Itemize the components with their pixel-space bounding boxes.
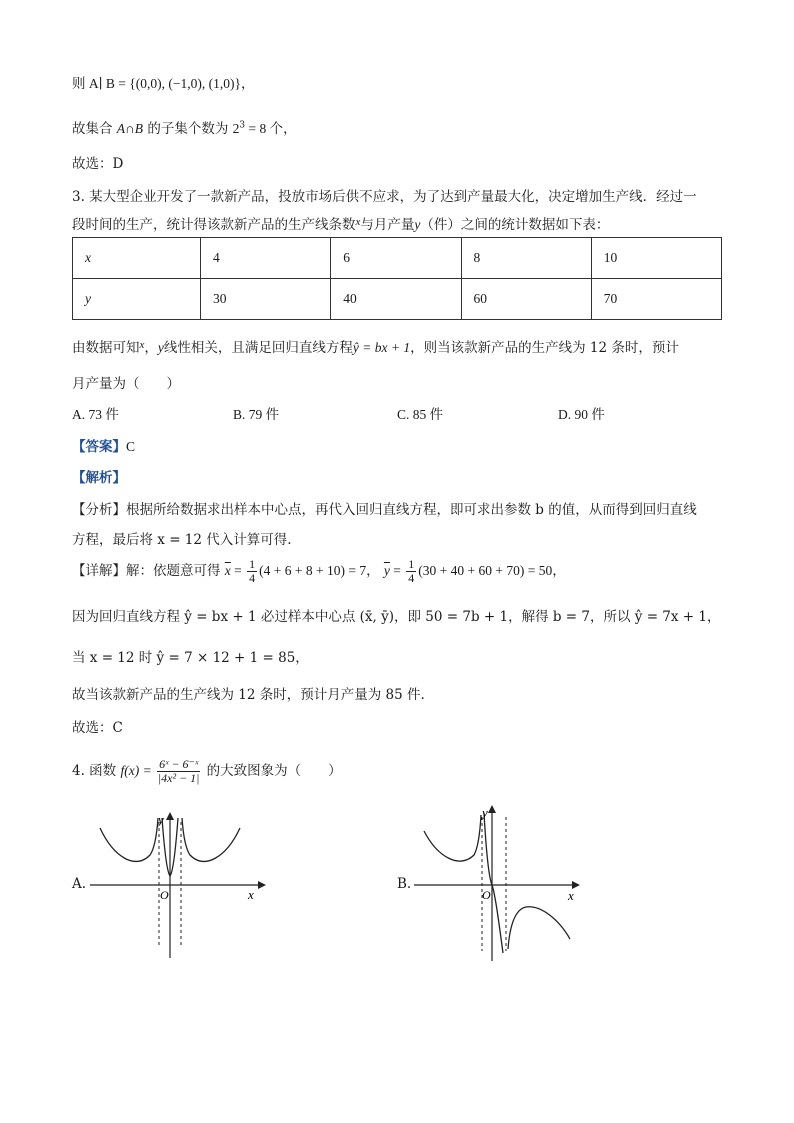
fraction-one-quarter [247, 558, 257, 585]
xiangjie-line3: 当 x = 12 时 ŷ = 7 × 12 + 1 = 85， [72, 650, 309, 666]
analysis-heading [72, 466, 126, 486]
answer-value: C [126, 439, 136, 454]
equals: = [230, 563, 246, 578]
regression-equation: ŷ = bx + 1 [352, 340, 411, 355]
curve-right-branch [182, 818, 240, 861]
text-fragment: 由数据可知 [72, 340, 140, 356]
fraction-numerator: 1 [249, 556, 256, 571]
x-axis-label: x [248, 887, 254, 902]
option-b-label[interactable]: B. [397, 876, 412, 892]
text-fragment: 的子集个数为 [143, 121, 233, 137]
xiangjie-line2: 因为回归直线方程 ŷ = bx + 1 必过样本中心点 (x̄, ȳ)，即 50 = 7b + 1，解得 b = 7，所以 ŷ = 7x + 1， [72, 609, 721, 625]
option-c[interactable]: C. 85 件 [397, 407, 444, 422]
fraction-numerator: 1 [408, 556, 415, 571]
analysis-tag: 【解析】 [72, 470, 126, 486]
table-row-y [73, 279, 722, 320]
fraction-denominator: |4x² − 1| [157, 771, 200, 785]
y-axis-label: y [482, 805, 488, 820]
fraction-numerator: 6ˣ − 6⁻ˣ [159, 756, 199, 771]
function-fraction [157, 758, 200, 785]
xiangjie-line [72, 554, 566, 588]
q3-stem-line1: 3. 某大型企业开发了一款新产品，投放市场后供不应求，为了达到产量最大化，决定增加生产线．经过一 [72, 189, 697, 205]
table-cell: 10 [591, 238, 721, 279]
power-base: 2 [232, 121, 240, 136]
text-line-intersection: 则 A∣ B = {(0,0), (−1,0), (1,0)}， [72, 76, 255, 91]
fraction-denominator: 4 [408, 571, 415, 585]
ybar-calc: (30 + 40 + 60 + 70) = 50， [418, 563, 566, 578]
q3-data-table [72, 237, 722, 320]
text-fragment: （件）之间的统计数据如下表： [420, 217, 610, 233]
table-cell: 8 [461, 238, 591, 279]
q3-stem-line2 [72, 213, 609, 233]
table-cell: x [73, 238, 201, 279]
curve-left-branch [424, 815, 481, 861]
x-axis-label: x [568, 888, 574, 903]
table-cell: 70 [591, 279, 721, 320]
equals: = [389, 563, 405, 578]
option-b[interactable]: B. 79 件 [233, 407, 280, 422]
graph-option-b[interactable] [410, 803, 590, 963]
option-a-label[interactable]: A. [72, 876, 87, 892]
y-axis-label: y [158, 812, 164, 827]
text-fragment: 与月产量 [360, 217, 415, 233]
origin-label: O [160, 888, 169, 902]
var-y: y [157, 340, 164, 355]
option-d[interactable]: D. 90 件 [558, 407, 605, 422]
text-fragment: 4. 函数 [72, 763, 121, 779]
x-bar: $\overline{x}$ [224, 563, 231, 578]
table-cell: 30 [201, 279, 331, 320]
function-name: f(x) = [120, 763, 156, 778]
var-y: y [414, 217, 421, 232]
text-fragment: ，则当该款新产品的生产线为 12 条时，预计 [410, 340, 679, 356]
option-a[interactable]: A. 73 件 [72, 407, 119, 422]
power-exponent: 3 [239, 120, 246, 131]
text-fragment: = 8 个， [245, 121, 297, 136]
table-row-x [73, 238, 722, 279]
text-fragment: 根据所给数据求出样本中心点，再代入回归直线方程，即可求出参数 b 的值，从而得到回归直线 [126, 502, 697, 518]
q3-stem-line3 [72, 336, 679, 356]
answer-line-q3 [72, 435, 135, 455]
text-fragment: 线性相关，且满足回归直线方程 [163, 340, 353, 356]
q4-stem [72, 753, 342, 789]
answer-tag: 【答案】 [72, 439, 126, 455]
curve-left-branch [100, 818, 158, 861]
answer-line-q3-final: 故选：C [72, 720, 123, 736]
conclusion-line: 故当该款新产品的生产线为 12 条时，预计月产量为 85 件. [72, 687, 425, 703]
text-fragment: 的大致图象为（ ） [202, 763, 342, 779]
q3-stem-line4: 月产量为（ ） [72, 376, 180, 392]
graph-option-a[interactable] [88, 810, 268, 960]
x-axis-arrow-icon [258, 881, 266, 889]
var-x: x [355, 216, 361, 228]
fraction-one-quarter [406, 558, 416, 585]
xiangjie-tag: 【详解】 [72, 563, 126, 579]
text-fragment: 故集合 [72, 121, 117, 137]
table-cell: 4 [201, 238, 331, 279]
table-cell: 40 [331, 279, 461, 320]
xbar-calc: (4 + 6 + 8 + 10) = 7， [259, 563, 380, 578]
table-cell: 6 [331, 238, 461, 279]
var-x: x [139, 339, 145, 351]
text-fragment: 段时间的生产，统计得该款新产品的生产线条数 [72, 217, 356, 233]
set-expression: A∩B [116, 121, 144, 136]
curve-middle-branch [484, 813, 503, 953]
fenxi-tag: 【分析】 [72, 502, 126, 518]
y-axis-arrow-icon [166, 812, 174, 820]
y-axis-arrow-icon [488, 805, 496, 813]
table-cell: y [73, 279, 201, 320]
answer-line-q2: 故选：D [72, 156, 124, 172]
origin-label: O [482, 888, 491, 902]
fenxi-line2: 方程，最后将 x = 12 代入计算可得. [72, 532, 292, 548]
text-fragment: ， [144, 340, 158, 356]
y-bar: $\overline{y}$ [383, 563, 390, 578]
text-fragment: 解：依题意可得 [126, 563, 225, 579]
table-cell: 60 [461, 279, 591, 320]
curve-right-branch [508, 907, 570, 949]
text-line-subset-count [72, 117, 297, 137]
fenxi-line1 [72, 498, 697, 518]
fraction-denominator: 4 [249, 571, 256, 585]
